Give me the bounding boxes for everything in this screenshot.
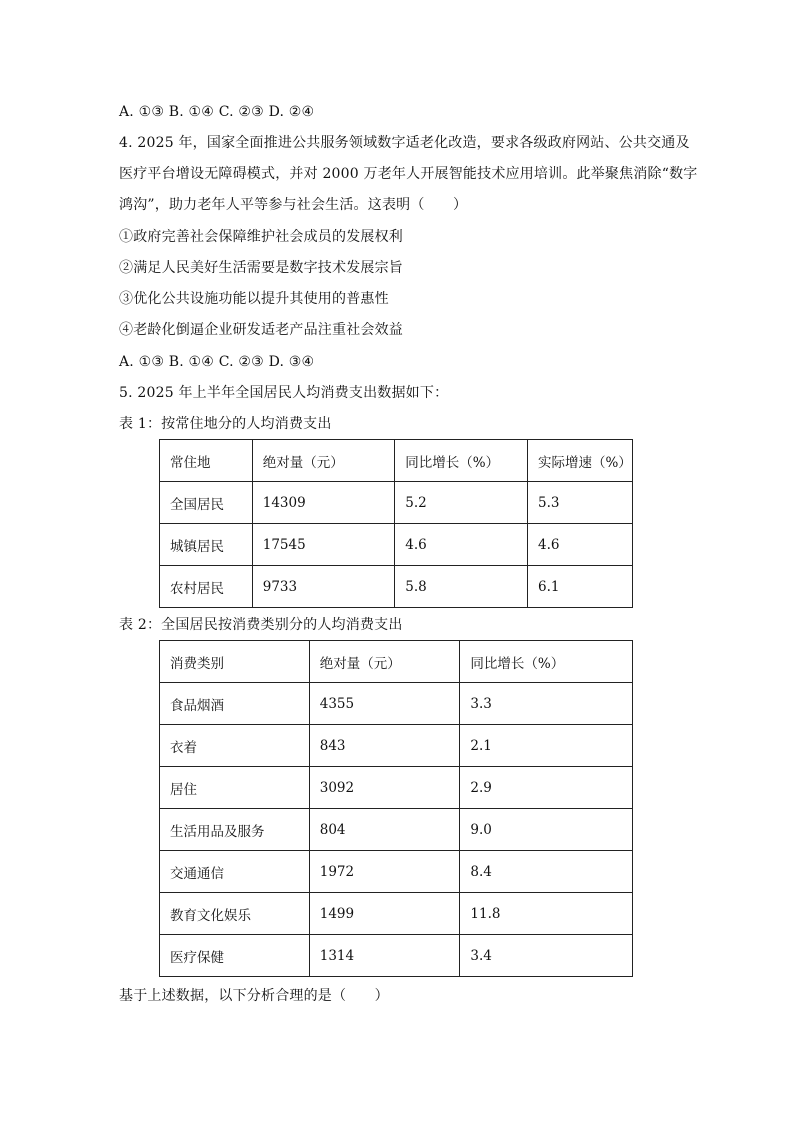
table2-row <box>160 725 633 767</box>
table2-cell: 医疗保健 <box>160 935 310 977</box>
table1-cell: 9733 <box>252 566 395 608</box>
table1-cell: 5.8 <box>395 566 528 608</box>
q4-item-1: ①政府完善社会保障维护社会成员的发展权利 <box>119 229 403 245</box>
table1-header-cell: 绝对量（元） <box>252 440 395 482</box>
table1-header-cell: 常住地 <box>160 440 253 482</box>
table2-cell: 食品烟酒 <box>160 683 310 725</box>
q4-stem-line-1: 4. 2025 年，国家全面推进公共服务领域数字适老化改造，要求各级政府网站、公共交通及 <box>119 135 690 151</box>
q4-stem-line-3: 鸿沟”，助力老年人平等参与社会生活。这表明（ ） <box>119 197 468 213</box>
table2-cell: 2.9 <box>460 767 633 809</box>
q4-item-4: ④老龄化倒逼企业研发适老产品注重社会效益 <box>119 322 403 338</box>
table2-cell: 1972 <box>309 851 460 893</box>
q4-options: A. ①③ B. ①④ C. ②③ D. ③④ <box>119 354 315 370</box>
table1-row <box>160 524 633 566</box>
table1-header-cell: 实际增速（%） <box>527 440 632 482</box>
table2-header-cell: 消费类别 <box>160 641 310 683</box>
table2-cell: 1499 <box>309 893 460 935</box>
table2-cell: 3092 <box>309 767 460 809</box>
table2-header-cell: 绝对量（元） <box>309 641 460 683</box>
table2-cell: 居住 <box>160 767 310 809</box>
table2-caption: 表 2：全国居民按消费类别分的人均消费支出 <box>119 617 403 633</box>
q4-stem-line-2: 医疗平台增设无障碍模式，并对 2000 万老年人开展智能技术应用培训。此举聚焦消除“数字 <box>119 166 698 182</box>
table1-cell: 6.1 <box>527 566 632 608</box>
table1-caption: 表 1：按常住地分的人均消费支出 <box>119 416 332 432</box>
table2-cell: 2.1 <box>460 725 633 767</box>
table2-cell: 1314 <box>309 935 460 977</box>
q4-item-3: ③优化公共设施功能以提升其使用的普惠性 <box>119 291 389 307</box>
q5-stem: 5. 2025 年上半年全国居民人均消费支出数据如下： <box>119 385 449 401</box>
table1-header-row <box>160 440 633 482</box>
table2-cell: 3.3 <box>460 683 633 725</box>
table2-cell: 804 <box>309 809 460 851</box>
table2-row <box>160 935 633 977</box>
table2-cell: 9.0 <box>460 809 633 851</box>
table2-row <box>160 683 633 725</box>
table1-cell: 4.6 <box>395 524 528 566</box>
table2-row <box>160 809 633 851</box>
q5-question: 基于上述数据，以下分析合理的是（ ） <box>119 988 389 1004</box>
table1-cell: 14309 <box>252 482 395 524</box>
table1-row <box>160 566 633 608</box>
table1-cell: 全国居民 <box>160 482 253 524</box>
table2-cell: 3.4 <box>460 935 633 977</box>
q3-options: A. ①③ B. ①④ C. ②③ D. ②④ <box>119 104 315 120</box>
table1-cell: 17545 <box>252 524 395 566</box>
table2-cell: 4355 <box>309 683 460 725</box>
table1-cell: 4.6 <box>527 524 632 566</box>
table1-consumption-by-residence <box>159 439 633 608</box>
table2-cell: 交通通信 <box>160 851 310 893</box>
table1-cell: 5.3 <box>527 482 632 524</box>
table2-row <box>160 851 633 893</box>
table2-consumption-by-category <box>159 640 633 977</box>
q4-item-2: ②满足人民美好生活需要是数字技术发展宗旨 <box>119 260 403 276</box>
table2-cell: 教育文化娱乐 <box>160 893 310 935</box>
table2-row <box>160 767 633 809</box>
table1-header-cell: 同比增长（%） <box>395 440 528 482</box>
table2-header-row <box>160 641 633 683</box>
table2-cell: 衣着 <box>160 725 310 767</box>
table1-cell: 农村居民 <box>160 566 253 608</box>
table2-cell: 11.8 <box>460 893 633 935</box>
table2-cell: 843 <box>309 725 460 767</box>
table2-row <box>160 893 633 935</box>
table2-cell: 8.4 <box>460 851 633 893</box>
table1-row <box>160 482 633 524</box>
table1-cell: 城镇居民 <box>160 524 253 566</box>
table2-cell: 生活用品及服务 <box>160 809 310 851</box>
table1-cell: 5.2 <box>395 482 528 524</box>
table2-header-cell: 同比增长（%） <box>460 641 633 683</box>
